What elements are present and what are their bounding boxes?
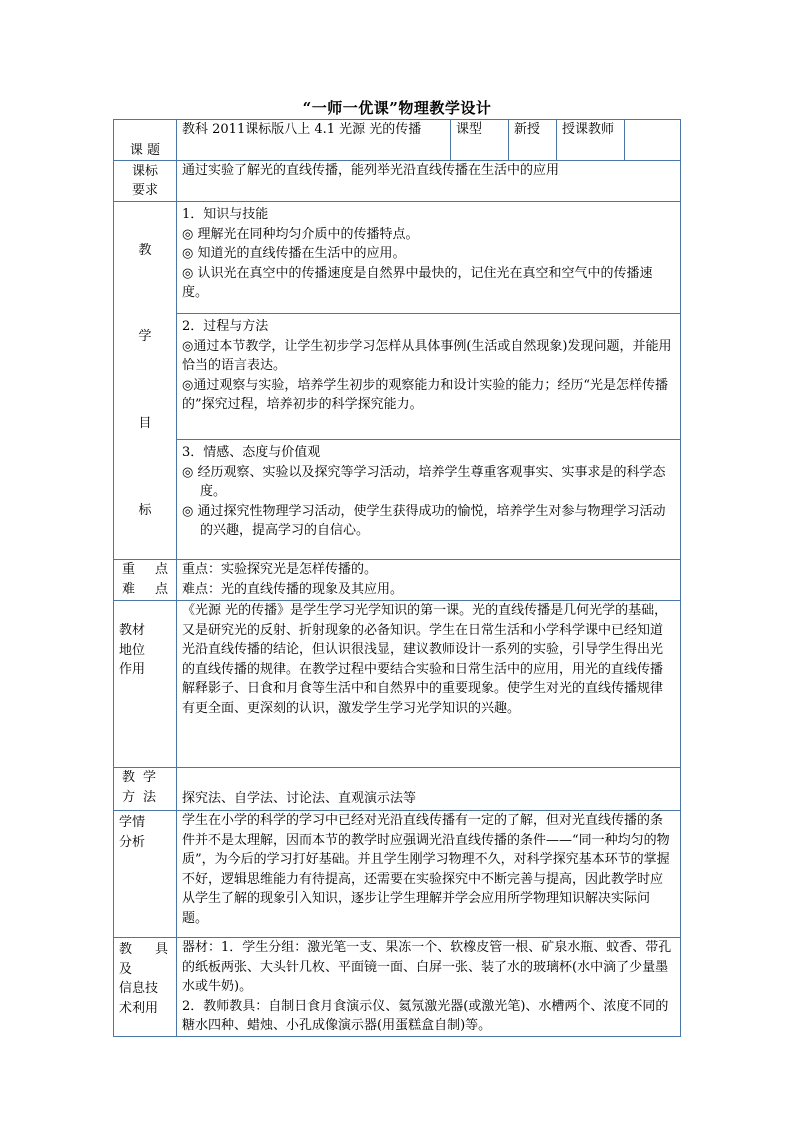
material-label-line: 地位 [119, 642, 146, 658]
tools-label-line: 及 [119, 961, 133, 977]
students-content [177, 811, 681, 938]
emotion-item: ◎ 通过探究性物理学习活动，使学生获得成功的愉悦，培养学生对参与物理学习活动的兴趣，提高学习的自信心。 [182, 503, 666, 538]
lesson-plan-table [113, 119, 681, 1037]
keypoints-content [177, 560, 681, 601]
teacher-value [625, 120, 681, 161]
student-equipment-text: 器材：1．学生分组：激光笔一支、果冻一个、软橡皮管一根、矿泉水瓶、蚊香、带孔的纸板两张、大头针几枚、平面镜一面、白屏一张、装了水的玻璃杯(水中滴了少量墨水或牛奶)。 [182, 940, 672, 994]
method-content: 探究法、自学法、讨论法、直观演示法等 [177, 768, 681, 811]
topic-content: 教科 2011课标版八上 4.1 光源 光的传播 [177, 120, 451, 161]
tools-content [177, 938, 681, 1037]
tools-label-line: 术利用 [119, 1000, 159, 1016]
teacher-equipment-text: 2．教师教具：自制日食月食演示仪、氦氖激光器(或激光笔)、水槽两个、浓度不同的糖水四种、蜡烛、小孔成像演示器(用蛋糕盒自制)等。 [182, 998, 669, 1033]
knowledge-item: ◎ 认识光在真空中的传播速度是自然界中最快的，记住光在真空和空气中的传播速度。 [182, 265, 653, 300]
lesson-type-label: 课型 [451, 120, 509, 161]
students-label-line: 分析 [119, 834, 146, 850]
objectives-label-char: 学 [138, 329, 152, 345]
emotion-attitude-cell [177, 440, 681, 560]
process-heading: 2．过程与方法 [182, 319, 269, 334]
tools-label-line: 信息技 [119, 981, 159, 996]
requirement-content [177, 161, 681, 202]
material-label [114, 601, 177, 768]
requirement-label-line1: 课标 [131, 163, 158, 179]
keypoints-label-char: 难 [122, 581, 136, 597]
students-label [114, 811, 177, 938]
material-label-line: 教材 [119, 623, 146, 638]
objectives-label-char: 教 [138, 242, 152, 258]
requirement-text: 通过实验了解光的直线传播，能列举光沿直线传播在生活中的应用 [182, 163, 560, 178]
row-teaching-method [114, 768, 681, 811]
tools-label-char: 具 [154, 942, 168, 957]
process-method-cell [177, 314, 681, 440]
students-label-line: 学情 [119, 815, 146, 830]
knowledge-skills-cell [177, 202, 681, 314]
method-label-char: 教 [122, 770, 136, 785]
method-label-char: 学 [142, 770, 156, 785]
row-lesson-topic [114, 120, 681, 161]
row-student-analysis [114, 811, 681, 938]
emotion-item: ◎ 经历观察、实验以及探究等学习活动，培养学生尊重客观事实、实事求是的科学态度。 [182, 464, 666, 499]
objectives-label-char: 目 [138, 416, 152, 432]
students-text: 学生在小学的科学的学习中已经对光沿直线传播有一定的了解，但对光直线传播的条件并不是太理解，因而本节的教学时应强调光沿直线传播的条件——“同一种均匀的物质”，为今后的学习打好基础。并且学生刚学习物理不久，对科学探究基本环节的掌握不好，逻辑思维能力有待提高，还需要在实验探究中不断完善与提高，因此教学时应从学生了解的现象引入知识，逐步让学生理解并学会应用所学物理知识解决实际问题。 [182, 813, 670, 926]
difficulty-text: 难点：光的直线传播的现象及其应用。 [182, 581, 404, 597]
method-label-char: 方 [122, 789, 136, 805]
row-objective-knowledge [114, 202, 681, 314]
document-title: “一师一优课”物理教学设计 [302, 99, 492, 117]
keypoints-label-char: 点 [154, 581, 168, 597]
emotion-heading: 3．情感、态度与价值观 [182, 445, 321, 460]
topic-label: 课 题 [114, 120, 177, 161]
method-label-char: 法 [142, 789, 156, 805]
lesson-type-value: 新授 [509, 120, 557, 161]
keypoints-label-char: 点 [154, 562, 168, 577]
knowledge-item: ◎ 理解光在同种均匀介质中的传播特点。 [182, 226, 419, 242]
requirement-label [114, 161, 177, 202]
row-objective-process [114, 314, 681, 440]
tools-label [114, 938, 177, 1037]
objectives-label [114, 202, 177, 560]
focus-text: 重点：实验探究光是怎样传播的。 [182, 562, 378, 577]
keypoints-label [114, 560, 177, 601]
row-teaching-tools [114, 938, 681, 1037]
objectives-label-char: 标 [138, 502, 152, 518]
row-material-role [114, 601, 681, 768]
keypoints-label-char: 重 [122, 562, 136, 577]
teacher-label: 授课教师 [557, 120, 625, 161]
requirement-label-line2: 要求 [131, 183, 158, 198]
method-label [114, 768, 177, 811]
row-key-points [114, 560, 681, 601]
process-item: ◎通过本节教学，让学生初步学习怎样从具体事例(生活或自然现象)发现问题，并能用恰当的语言表达。 [182, 338, 672, 373]
tools-label-char: 教 [119, 942, 133, 957]
process-item: ◎通过观察与实验，培养学生初步的观察能力和设计实验的能力；经历“光是怎样传播的”探究过程，培养初步的科学探究能力。 [182, 377, 668, 412]
material-content [177, 601, 681, 768]
knowledge-item: ◎ 知道光的直线传播在生活中的应用。 [182, 246, 406, 261]
row-objective-emotion [114, 440, 681, 560]
material-label-line: 作用 [119, 662, 146, 677]
material-text: 《光源 光的传播》是学生学习光学知识的第一课。光的直线传播是几何光学的基础，又是研究光的反射、折射现象的必备知识。学生在日常生活和小学科学课中已经知道光沿直线传播的结论，但认识很浅显，建议教师设计一系列的实验，引导学生得出光的直线传播的规律。在教学过程中要结合实验和日常生活中的应用，用光的直线传播解释影子、日食和月食等生活中和自然界中的重要现象。使学生对光的直线传播规律有更全面、更深刻的认识，激发学生学习光学知识的兴趣。 [182, 603, 668, 716]
knowledge-heading: 1．知识与技能 [182, 207, 269, 222]
row-curriculum-requirement [114, 161, 681, 202]
